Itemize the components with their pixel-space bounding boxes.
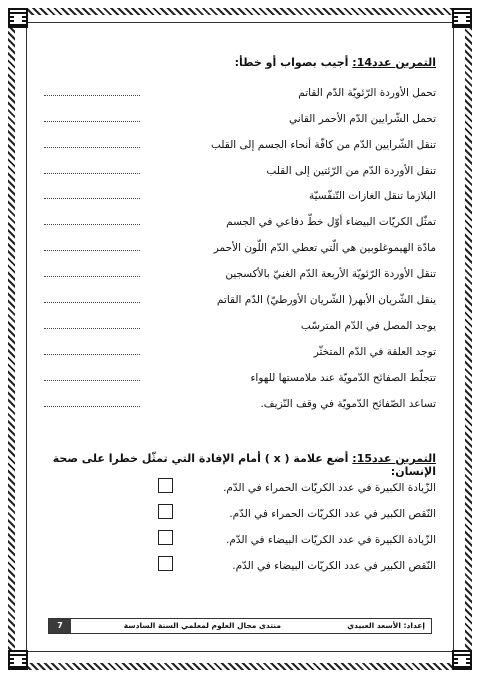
statement-row: [40, 163, 436, 183]
answer-line[interactable]: [44, 147, 140, 148]
worksheet: [40, 48, 436, 628]
answer-line[interactable]: [44, 302, 140, 303]
option-row: [40, 530, 436, 552]
statement-text: البلازما تنقل الغازات التّنفّسيّة: [309, 190, 436, 202]
statement-row: [40, 318, 436, 338]
answer-line[interactable]: [44, 121, 140, 122]
statement-text: تنقل الأوردة الرّئويّة الأربعة الدّم الغنيّ بالأكسجين: [225, 268, 436, 280]
answer-line[interactable]: [44, 406, 140, 407]
answer-line[interactable]: [44, 173, 140, 174]
statement-row: [40, 370, 436, 390]
statement-text: تتجلّط الصفائح الدّمويّة عند ملامستها للهواء: [250, 372, 436, 384]
corner-ornament-bottom-right: [452, 650, 472, 670]
answer-line[interactable]: [44, 95, 140, 96]
answer-line[interactable]: [44, 224, 140, 225]
option-text: النّقص الكبير في عدد الكريّات الحمراء في الدّم.: [229, 508, 436, 520]
exercise-15-title: التمرين عدد15:: [352, 452, 436, 465]
statement-row: [40, 137, 436, 157]
exercise-14-title: التمرين عدد14:: [352, 56, 436, 69]
answer-line[interactable]: [44, 250, 140, 251]
statement-text: ينقل الشّريان الأبهر( الشّريان الأورطيّ) الدّم القاتم: [216, 294, 436, 306]
answer-line[interactable]: [44, 328, 140, 329]
statement-row: [40, 292, 436, 312]
answer-line[interactable]: [44, 198, 140, 199]
option-checkbox[interactable]: [158, 504, 173, 519]
corner-ornament-bottom-left: [8, 650, 28, 670]
statement-text: تساعد الصّفائح الدّمويّة في وقف النّزيف.: [260, 398, 436, 410]
statement-row: [40, 240, 436, 260]
option-text: النّقص الكبير في عدد الكريّات البيضاء في الدّم.: [232, 560, 436, 572]
option-row: [40, 556, 436, 578]
answer-line[interactable]: [44, 380, 140, 381]
exercise-15-instruction: أضع علامة ( x ) أمام الإفادة التي تمثّل خطرا على صحة الإنسان:: [52, 452, 436, 478]
option-row: [40, 504, 436, 526]
option-checkbox[interactable]: [158, 478, 173, 493]
corner-ornament-top-right: [452, 8, 472, 28]
statement-row: [40, 214, 436, 234]
footer-forum: منتدى مجال العلوم لمعلمي السنة السادسة: [123, 621, 281, 630]
exercise-14-header: [235, 56, 436, 69]
option-text: الزّيادة الكبيرة في عدد الكريّات البيضاء في الدّم.: [226, 534, 436, 546]
exercise-14-instruction: أجيب بصواب أو خطأ:: [234, 56, 349, 69]
statement-row: [40, 188, 436, 208]
statement-text: تنقل الشّرايين الدّم من كافّة أنحاء الجسم إلى القلب: [210, 139, 436, 151]
corner-ornament-top-left: [8, 8, 28, 28]
option-checkbox[interactable]: [158, 556, 173, 571]
statement-row: [40, 111, 436, 131]
answer-line[interactable]: [44, 276, 140, 277]
exercise-15-header: [40, 452, 436, 478]
statement-text: تمثّل الكريّات البيضاء أوّل خطّ دفاعي في الجسم: [226, 216, 436, 228]
option-checkbox[interactable]: [158, 530, 173, 545]
statement-row: [40, 85, 436, 105]
statement-text: تحمل الشّرايين الدّم الأحمر القاني: [288, 113, 436, 125]
option-row: [40, 478, 436, 500]
statement-text: تنقل الأوردة الدّم من الرّئتين إلى القلب: [266, 165, 436, 177]
statement-row: [40, 344, 436, 364]
answer-line[interactable]: [44, 354, 140, 355]
statement-text: يوجد المصل في الدّم المترسّب: [300, 320, 436, 332]
statement-text: توجد العلقة في الدّم المتخثّر: [313, 346, 436, 358]
statement-text: مادّة الهيموغلوبين هي الّتي تعطي الدّم اللّون الأحمر: [213, 242, 436, 254]
option-text: الزّيادة الكبيرة في عدد الكريّات الحمراء في الدّم.: [223, 482, 436, 494]
statement-row: [40, 266, 436, 286]
page-footer: [48, 618, 432, 634]
page-number: 7: [49, 619, 71, 633]
statement-text: تحمل الأوردة الرّئويّة الدّم القاتم: [298, 87, 436, 99]
footer-prepared-by: إعداد: الأسعد العبيدي: [347, 621, 425, 630]
statement-row: [40, 396, 436, 416]
